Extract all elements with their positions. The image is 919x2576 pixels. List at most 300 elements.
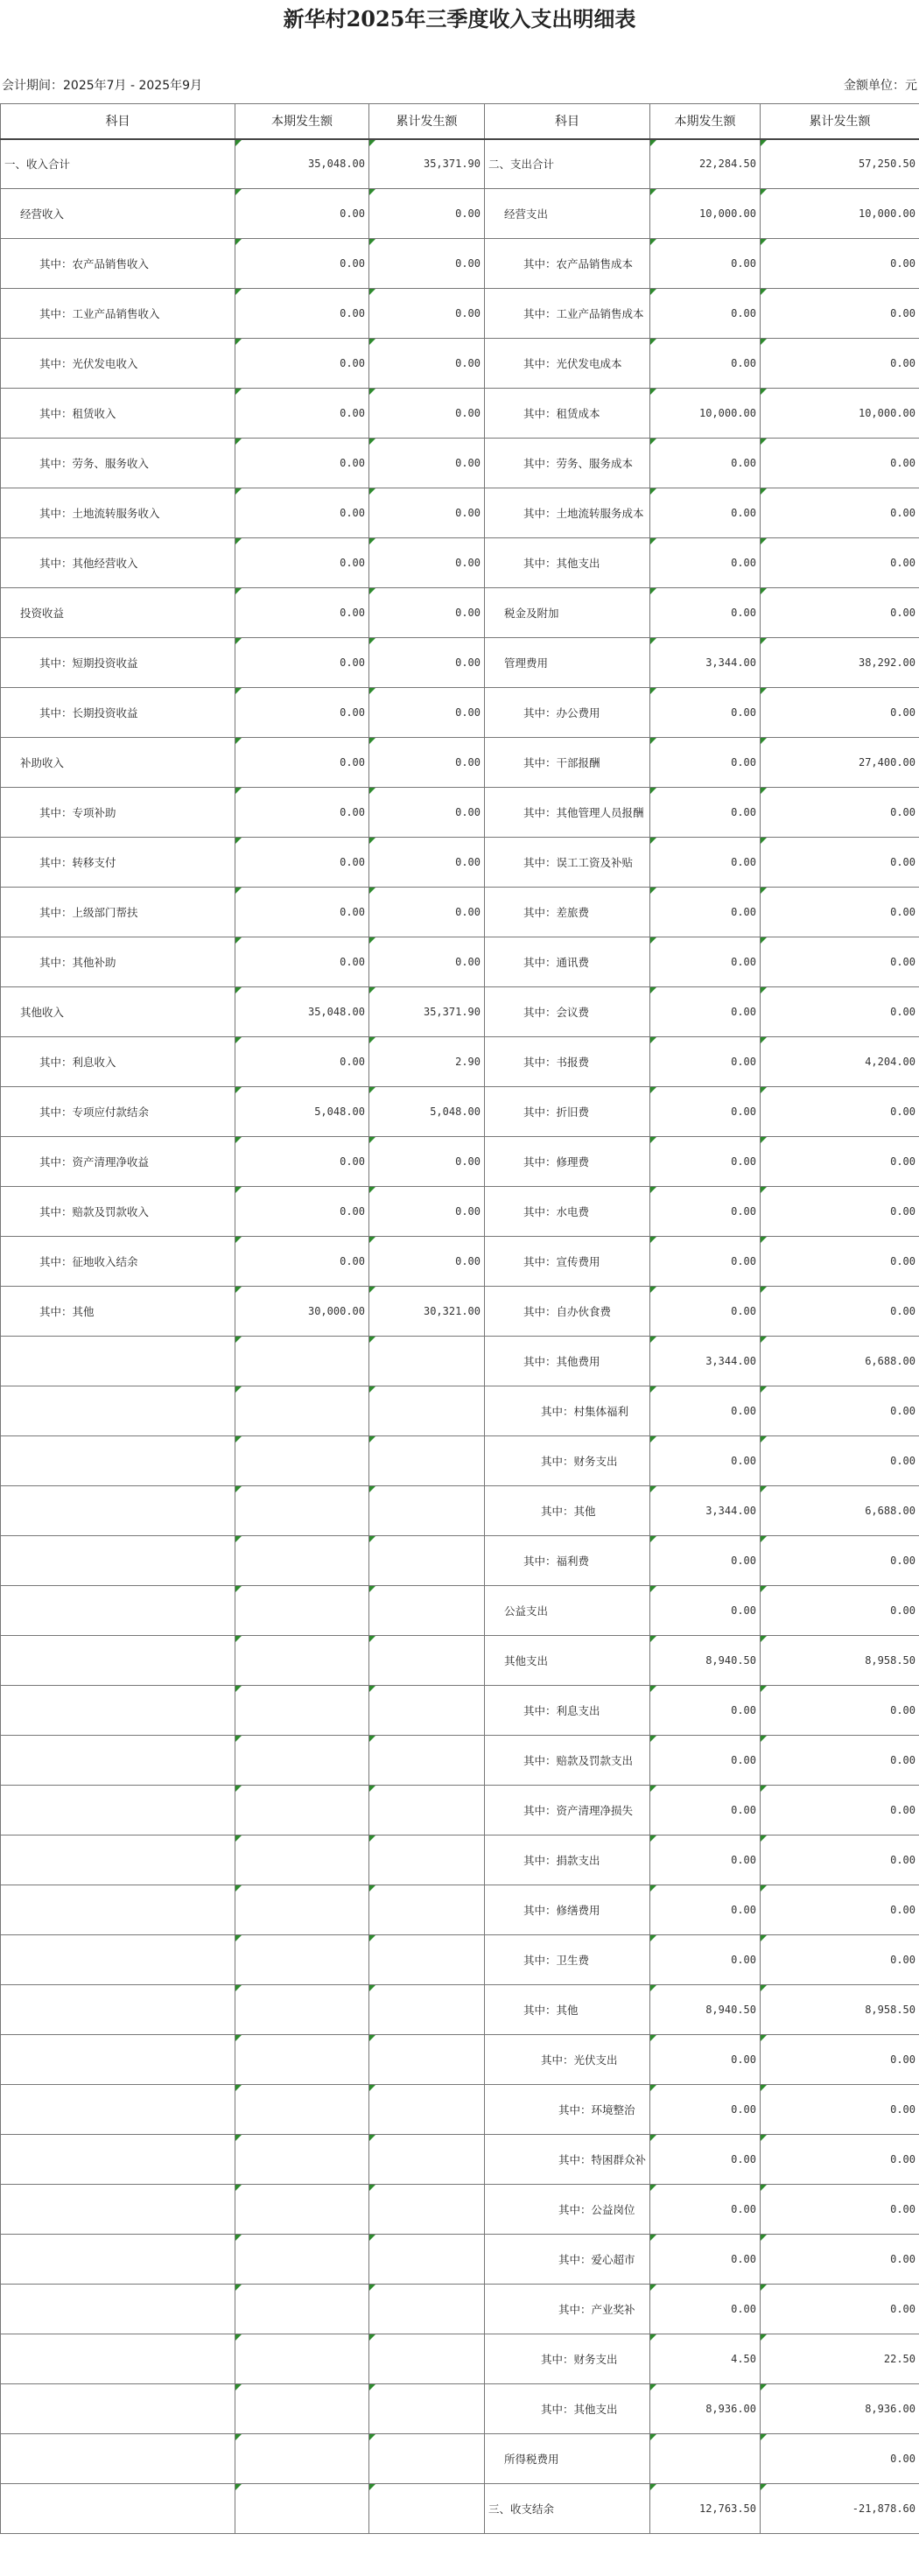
expense-cumulative-amount-cell: 0.00 xyxy=(761,688,919,738)
expense-cumulative-amount-cell: 27,400.00 xyxy=(761,738,919,788)
table-row xyxy=(1,1137,919,1187)
expense-subject-cell: 其中：卫生费 xyxy=(485,1935,650,1985)
income-cumulative-amount-cell xyxy=(369,2434,485,2484)
income-cumulative-amount-cell xyxy=(369,1386,485,1436)
income-current-amount-cell xyxy=(235,1736,369,1786)
income-subject-cell: 其中：长期投资收益 xyxy=(1,688,235,738)
expense-current-amount-cell: 8,936.00 xyxy=(650,2384,761,2434)
income-current-amount-cell: 0.00 xyxy=(235,189,369,239)
income-cumulative-amount-cell: 0.00 xyxy=(369,788,485,838)
expense-cumulative-amount-cell: 0.00 xyxy=(761,538,919,588)
income-cumulative-amount-cell: 0.00 xyxy=(369,738,485,788)
income-subject-cell: 其他收入 xyxy=(1,987,235,1037)
income-subject-cell: 一、收入合计 xyxy=(1,139,235,189)
table-row xyxy=(1,888,919,937)
expense-cumulative-amount-cell: 0.00 xyxy=(761,888,919,937)
table-row xyxy=(1,2384,919,2434)
expense-cumulative-amount-cell: 0.00 xyxy=(761,1087,919,1137)
table-row xyxy=(1,1037,919,1087)
expense-current-amount-cell: 8,940.50 xyxy=(650,1636,761,1686)
expense-cumulative-amount-cell: 38,292.00 xyxy=(761,638,919,688)
income-cumulative-amount-cell xyxy=(369,2484,485,2534)
income-subject-cell xyxy=(1,1636,235,1686)
expense-cumulative-amount-cell: 0.00 xyxy=(761,1835,919,1885)
expense-subject-cell: 其中：光伏支出 xyxy=(485,2035,650,2085)
expense-subject-cell: 税金及附加 xyxy=(485,588,650,638)
table-row xyxy=(1,2285,919,2334)
income-cumulative-amount-cell xyxy=(369,1985,485,2035)
expense-current-amount-cell: 10,000.00 xyxy=(650,389,761,439)
income-current-amount-cell: 0.00 xyxy=(235,788,369,838)
expense-cumulative-amount-cell: 0.00 xyxy=(761,1536,919,1586)
expense-subject-cell: 其中：办公费用 xyxy=(485,688,650,738)
expense-current-amount-cell: 3,344.00 xyxy=(650,1337,761,1386)
income-subject-cell: 投资收益 xyxy=(1,588,235,638)
income-subject-cell: 其中：资产清理净收益 xyxy=(1,1137,235,1187)
income-cumulative-amount-cell xyxy=(369,2185,485,2235)
income-current-amount-cell xyxy=(235,2434,369,2484)
income-cumulative-amount-cell xyxy=(369,1486,485,1536)
expense-current-amount-cell xyxy=(650,2434,761,2484)
income-current-amount-cell: 0.00 xyxy=(235,838,369,888)
accounting-period: 会计期间：2025年7月 - 2025年9月 xyxy=(2,79,203,93)
expense-current-amount-cell: 0.00 xyxy=(650,1786,761,1835)
col-header-income-subject: 科目 xyxy=(1,104,235,139)
expense-subject-cell: 其中：福利费 xyxy=(485,1536,650,1586)
expense-subject-cell: 其中：租赁成本 xyxy=(485,389,650,439)
income-current-amount-cell xyxy=(235,2484,369,2534)
income-current-amount-cell: 0.00 xyxy=(235,738,369,788)
expense-subject-cell: 其中：自办伙食费 xyxy=(485,1287,650,1337)
table-row xyxy=(1,2484,919,2534)
income-current-amount-cell: 35,048.00 xyxy=(235,139,369,189)
expense-cumulative-amount-cell: 0.00 xyxy=(761,1736,919,1786)
income-current-amount-cell: 0.00 xyxy=(235,937,369,987)
income-cumulative-amount-cell xyxy=(369,2085,485,2135)
table-row xyxy=(1,1636,919,1686)
expense-subject-cell: 其中：修理费 xyxy=(485,1137,650,1187)
income-subject-cell xyxy=(1,2035,235,2085)
income-subject-cell: 其中：其他经营收入 xyxy=(1,538,235,588)
income-current-amount-cell: 0.00 xyxy=(235,439,369,488)
income-subject-cell xyxy=(1,2384,235,2434)
header-row xyxy=(1,104,919,139)
income-current-amount-cell: 35,048.00 xyxy=(235,987,369,1037)
income-cumulative-amount-cell: 35,371.90 xyxy=(369,987,485,1037)
table-row xyxy=(1,2035,919,2085)
income-current-amount-cell xyxy=(235,2285,369,2334)
expense-cumulative-amount-cell: 6,688.00 xyxy=(761,1337,919,1386)
income-cumulative-amount-cell: 0.00 xyxy=(369,1187,485,1237)
table-row xyxy=(1,2085,919,2135)
income-cumulative-amount-cell: 0.00 xyxy=(369,439,485,488)
expense-subject-cell: 其中：赔款及罚款支出 xyxy=(485,1736,650,1786)
expense-current-amount-cell: 0.00 xyxy=(650,1087,761,1137)
table-row xyxy=(1,139,919,189)
table-row xyxy=(1,788,919,838)
income-current-amount-cell xyxy=(235,1885,369,1935)
expense-cumulative-amount-cell: 0.00 xyxy=(761,439,919,488)
expense-subject-cell: 其中：通讯费 xyxy=(485,937,650,987)
expense-cumulative-amount-cell: 57,250.50 xyxy=(761,139,919,189)
income-cumulative-amount-cell: 0.00 xyxy=(369,239,485,289)
expense-current-amount-cell: 0.00 xyxy=(650,1137,761,1187)
expense-cumulative-amount-cell: -21,878.60 xyxy=(761,2484,919,2534)
table-row xyxy=(1,1337,919,1386)
expense-current-amount-cell: 0.00 xyxy=(650,1686,761,1736)
expense-subject-cell: 其中：折旧费 xyxy=(485,1087,650,1137)
income-subject-cell xyxy=(1,1985,235,2035)
income-cumulative-amount-cell: 2.90 xyxy=(369,1037,485,1087)
table-header xyxy=(1,104,919,139)
income-cumulative-amount-cell: 0.00 xyxy=(369,1137,485,1187)
income-subject-cell xyxy=(1,1736,235,1786)
expense-current-amount-cell: 0.00 xyxy=(650,1287,761,1337)
income-cumulative-amount-cell: 5,048.00 xyxy=(369,1087,485,1137)
income-subject-cell xyxy=(1,2484,235,2534)
expense-current-amount-cell: 0.00 xyxy=(650,1237,761,1287)
income-subject-cell: 其中：上级部门帮扶 xyxy=(1,888,235,937)
income-current-amount-cell xyxy=(235,1536,369,1586)
income-current-amount-cell xyxy=(235,1586,369,1636)
expense-current-amount-cell: 0.00 xyxy=(650,1037,761,1087)
income-cumulative-amount-cell: 0.00 xyxy=(369,538,485,588)
table-row xyxy=(1,1586,919,1636)
expense-current-amount-cell: 0.00 xyxy=(650,1386,761,1436)
table-row xyxy=(1,1386,919,1436)
table-row xyxy=(1,538,919,588)
income-current-amount-cell xyxy=(235,2035,369,2085)
expense-current-amount-cell: 8,940.50 xyxy=(650,1985,761,2035)
expense-cumulative-amount-cell: 0.00 xyxy=(761,239,919,289)
expense-subject-cell: 其中：环境整治 xyxy=(485,2085,650,2135)
income-cumulative-amount-cell: 0.00 xyxy=(369,588,485,638)
expense-cumulative-amount-cell: 0.00 xyxy=(761,2135,919,2185)
income-subject-cell xyxy=(1,2334,235,2384)
income-current-amount-cell: 0.00 xyxy=(235,588,369,638)
income-current-amount-cell xyxy=(235,1386,369,1436)
income-subject-cell: 其中：其他补助 xyxy=(1,937,235,987)
expense-cumulative-amount-cell: 0.00 xyxy=(761,2285,919,2334)
income-current-amount-cell xyxy=(235,2135,369,2185)
expense-subject-cell: 其中：其他费用 xyxy=(485,1337,650,1386)
col-header-expense-current: 本期发生额 xyxy=(650,104,761,139)
income-cumulative-amount-cell xyxy=(369,2334,485,2384)
expense-subject-cell: 其中：公益岗位 xyxy=(485,2185,650,2235)
expense-subject-cell: 其他支出 xyxy=(485,1636,650,1686)
income-cumulative-amount-cell: 30,321.00 xyxy=(369,1287,485,1337)
income-current-amount-cell xyxy=(235,1486,369,1536)
income-subject-cell xyxy=(1,2185,235,2235)
expense-current-amount-cell: 0.00 xyxy=(650,1436,761,1486)
income-subject-cell: 其中：赔款及罚款收入 xyxy=(1,1187,235,1237)
expense-subject-cell: 其中：工业产品销售成本 xyxy=(485,289,650,339)
income-current-amount-cell: 5,048.00 xyxy=(235,1087,369,1137)
expense-current-amount-cell: 22,284.50 xyxy=(650,139,761,189)
expense-current-amount-cell: 0.00 xyxy=(650,987,761,1037)
income-cumulative-amount-cell xyxy=(369,2035,485,2085)
income-subject-cell: 其中：短期投资收益 xyxy=(1,638,235,688)
income-current-amount-cell xyxy=(235,1935,369,1985)
income-cumulative-amount-cell: 0.00 xyxy=(369,289,485,339)
expense-current-amount-cell: 0.00 xyxy=(650,339,761,389)
income-subject-cell: 补助收入 xyxy=(1,738,235,788)
income-cumulative-amount-cell xyxy=(369,2135,485,2185)
expense-cumulative-amount-cell: 0.00 xyxy=(761,1686,919,1736)
income-subject-cell: 其中：农产品销售收入 xyxy=(1,239,235,289)
expense-current-amount-cell: 0.00 xyxy=(650,239,761,289)
table-row xyxy=(1,488,919,538)
expense-cumulative-amount-cell: 8,958.50 xyxy=(761,1636,919,1686)
expense-subject-cell: 其中：其他 xyxy=(485,1985,650,2035)
income-cumulative-amount-cell xyxy=(369,1736,485,1786)
expense-cumulative-amount-cell: 0.00 xyxy=(761,488,919,538)
income-subject-cell: 其中：其他 xyxy=(1,1287,235,1337)
expense-current-amount-cell: 0.00 xyxy=(650,488,761,538)
table-row xyxy=(1,1237,919,1287)
income-cumulative-amount-cell: 0.00 xyxy=(369,189,485,239)
expense-current-amount-cell: 0.00 xyxy=(650,2185,761,2235)
income-subject-cell xyxy=(1,2285,235,2334)
income-current-amount-cell xyxy=(235,1686,369,1736)
income-current-amount-cell xyxy=(235,1985,369,2035)
col-header-income-current: 本期发生额 xyxy=(235,104,369,139)
expense-cumulative-amount-cell: 0.00 xyxy=(761,1386,919,1436)
expense-current-amount-cell: 0.00 xyxy=(650,1935,761,1985)
expense-cumulative-amount-cell: 0.00 xyxy=(761,2185,919,2235)
income-cumulative-amount-cell xyxy=(369,1786,485,1835)
expense-subject-cell: 其中：产业奖补 xyxy=(485,2285,650,2334)
income-subject-cell: 其中：劳务、服务收入 xyxy=(1,439,235,488)
income-subject-cell xyxy=(1,1486,235,1536)
expense-subject-cell: 其中：利息支出 xyxy=(485,1686,650,1736)
table-row xyxy=(1,1486,919,1536)
income-subject-cell: 其中：转移支付 xyxy=(1,838,235,888)
income-cumulative-amount-cell xyxy=(369,1436,485,1486)
expense-current-amount-cell: 0.00 xyxy=(650,1885,761,1935)
expense-subject-cell: 其中：修缮费用 xyxy=(485,1885,650,1935)
table-row xyxy=(1,1087,919,1137)
income-cumulative-amount-cell: 0.00 xyxy=(369,688,485,738)
income-expense-table xyxy=(0,103,919,2534)
income-cumulative-amount-cell: 0.00 xyxy=(369,339,485,389)
expense-subject-cell: 其中：资产清理净损失 xyxy=(485,1786,650,1835)
expense-subject-cell: 其中：其他管理人员报酬 xyxy=(485,788,650,838)
expense-current-amount-cell: 0.00 xyxy=(650,2285,761,2334)
expense-subject-cell: 其中：其他支出 xyxy=(485,2384,650,2434)
expense-cumulative-amount-cell: 0.00 xyxy=(761,1885,919,1935)
expense-cumulative-amount-cell: 0.00 xyxy=(761,1586,919,1636)
table-row xyxy=(1,2235,919,2285)
expense-current-amount-cell: 0.00 xyxy=(650,738,761,788)
expense-current-amount-cell: 10,000.00 xyxy=(650,189,761,239)
income-cumulative-amount-cell xyxy=(369,1536,485,1586)
income-current-amount-cell: 0.00 xyxy=(235,538,369,588)
table-row xyxy=(1,339,919,389)
income-subject-cell xyxy=(1,2434,235,2484)
expense-current-amount-cell: 0.00 xyxy=(650,838,761,888)
income-subject-cell xyxy=(1,1686,235,1736)
expense-current-amount-cell: 0.00 xyxy=(650,688,761,738)
income-subject-cell xyxy=(1,2235,235,2285)
income-current-amount-cell: 0.00 xyxy=(235,488,369,538)
expense-cumulative-amount-cell: 0.00 xyxy=(761,289,919,339)
expense-current-amount-cell: 12,763.50 xyxy=(650,2484,761,2534)
expense-subject-cell: 其中：其他 xyxy=(485,1486,650,1536)
expense-subject-cell: 其中：会议费 xyxy=(485,987,650,1037)
expense-subject-cell: 其中：其他支出 xyxy=(485,538,650,588)
expense-cumulative-amount-cell: 0.00 xyxy=(761,2235,919,2285)
expense-cumulative-amount-cell: 10,000.00 xyxy=(761,189,919,239)
report-title: 新华村2025年三季度收入支出明细表 xyxy=(283,6,636,32)
expense-current-amount-cell: 0.00 xyxy=(650,937,761,987)
income-current-amount-cell: 0.00 xyxy=(235,1237,369,1287)
income-cumulative-amount-cell xyxy=(369,2235,485,2285)
expense-current-amount-cell: 0.00 xyxy=(650,888,761,937)
income-current-amount-cell: 0.00 xyxy=(235,339,369,389)
expense-cumulative-amount-cell: 0.00 xyxy=(761,1187,919,1237)
income-subject-cell xyxy=(1,2135,235,2185)
expense-cumulative-amount-cell: 0.00 xyxy=(761,2434,919,2484)
income-current-amount-cell: 0.00 xyxy=(235,688,369,738)
table-row xyxy=(1,2334,919,2384)
income-current-amount-cell: 0.00 xyxy=(235,289,369,339)
income-current-amount-cell xyxy=(235,2334,369,2384)
expense-current-amount-cell: 0.00 xyxy=(650,1736,761,1786)
col-header-expense-cumulative: 累计发生额 xyxy=(761,104,919,139)
income-cumulative-amount-cell: 0.00 xyxy=(369,888,485,937)
table-row xyxy=(1,2434,919,2484)
table-row xyxy=(1,1686,919,1736)
report-meta xyxy=(0,75,919,96)
income-cumulative-amount-cell: 0.00 xyxy=(369,389,485,439)
income-cumulative-amount-cell xyxy=(369,1337,485,1386)
income-subject-cell xyxy=(1,1436,235,1486)
expense-cumulative-amount-cell: 4,204.00 xyxy=(761,1037,919,1087)
table-row xyxy=(1,239,919,289)
col-header-income-cumulative: 累计发生额 xyxy=(369,104,485,139)
income-current-amount-cell: 0.00 xyxy=(235,239,369,289)
income-subject-cell: 其中：利息收入 xyxy=(1,1037,235,1087)
income-cumulative-amount-cell xyxy=(369,1686,485,1736)
table-row xyxy=(1,1835,919,1885)
expense-subject-cell: 其中：财务支出 xyxy=(485,1436,650,1486)
table-row xyxy=(1,1935,919,1985)
expense-cumulative-amount-cell: 0.00 xyxy=(761,1287,919,1337)
income-cumulative-amount-cell xyxy=(369,2384,485,2434)
expense-cumulative-amount-cell: 0.00 xyxy=(761,987,919,1037)
income-subject-cell: 其中：光伏发电收入 xyxy=(1,339,235,389)
table-row xyxy=(1,1736,919,1786)
income-current-amount-cell: 0.00 xyxy=(235,638,369,688)
table-body xyxy=(1,139,919,2534)
currency-unit: 金额单位：元 xyxy=(844,79,917,93)
expense-cumulative-amount-cell: 22.50 xyxy=(761,2334,919,2384)
expense-current-amount-cell: 4.50 xyxy=(650,2334,761,2384)
expense-subject-cell: 二、支出合计 xyxy=(485,139,650,189)
income-current-amount-cell: 0.00 xyxy=(235,1137,369,1187)
expense-cumulative-amount-cell: 0.00 xyxy=(761,838,919,888)
expense-cumulative-amount-cell: 0.00 xyxy=(761,1436,919,1486)
income-subject-cell xyxy=(1,1835,235,1885)
income-cumulative-amount-cell xyxy=(369,1885,485,1935)
income-current-amount-cell xyxy=(235,2384,369,2434)
income-current-amount-cell xyxy=(235,2085,369,2135)
income-cumulative-amount-cell: 35,371.90 xyxy=(369,139,485,189)
table-row xyxy=(1,1187,919,1237)
expense-cumulative-amount-cell: 0.00 xyxy=(761,2085,919,2135)
income-subject-cell xyxy=(1,1786,235,1835)
expense-subject-cell: 其中：特困群众补 xyxy=(485,2135,650,2185)
income-current-amount-cell xyxy=(235,2185,369,2235)
table-row xyxy=(1,1786,919,1835)
expense-current-amount-cell: 0.00 xyxy=(650,2035,761,2085)
expense-subject-cell: 其中：书报费 xyxy=(485,1037,650,1087)
expense-current-amount-cell: 0.00 xyxy=(650,2135,761,2185)
col-header-expense-subject: 科目 xyxy=(485,104,650,139)
income-cumulative-amount-cell xyxy=(369,1636,485,1686)
income-current-amount-cell: 0.00 xyxy=(235,888,369,937)
income-subject-cell: 经营收入 xyxy=(1,189,235,239)
table-row xyxy=(1,638,919,688)
expense-current-amount-cell: 0.00 xyxy=(650,1536,761,1586)
income-subject-cell xyxy=(1,2085,235,2135)
expense-cumulative-amount-cell: 10,000.00 xyxy=(761,389,919,439)
income-subject-cell: 其中：工业产品销售收入 xyxy=(1,289,235,339)
income-current-amount-cell: 0.00 xyxy=(235,389,369,439)
income-cumulative-amount-cell xyxy=(369,1586,485,1636)
table-row xyxy=(1,937,919,987)
expense-subject-cell: 其中：劳务、服务成本 xyxy=(485,439,650,488)
expense-current-amount-cell: 0.00 xyxy=(650,588,761,638)
expense-subject-cell: 其中：差旅费 xyxy=(485,888,650,937)
expense-current-amount-cell: 0.00 xyxy=(650,2235,761,2285)
table-row xyxy=(1,1436,919,1486)
income-subject-cell: 其中：专项应付款结余 xyxy=(1,1087,235,1137)
expense-subject-cell: 其中：光伏发电成本 xyxy=(485,339,650,389)
income-current-amount-cell xyxy=(235,1337,369,1386)
income-current-amount-cell xyxy=(235,1436,369,1486)
income-current-amount-cell xyxy=(235,1636,369,1686)
income-current-amount-cell xyxy=(235,2235,369,2285)
income-subject-cell xyxy=(1,1536,235,1586)
expense-cumulative-amount-cell: 8,936.00 xyxy=(761,2384,919,2434)
income-subject-cell: 其中：征地收入结余 xyxy=(1,1237,235,1287)
expense-cumulative-amount-cell: 0.00 xyxy=(761,1935,919,1985)
expense-current-amount-cell: 0.00 xyxy=(650,289,761,339)
income-current-amount-cell xyxy=(235,1835,369,1885)
expense-subject-cell: 其中：水电费 xyxy=(485,1187,650,1237)
expense-subject-cell: 公益支出 xyxy=(485,1586,650,1636)
income-subject-cell: 其中：土地流转服务收入 xyxy=(1,488,235,538)
expense-subject-cell: 其中：干部报酬 xyxy=(485,738,650,788)
expense-current-amount-cell: 0.00 xyxy=(650,2085,761,2135)
table-row xyxy=(1,987,919,1037)
expense-subject-cell: 所得税费用 xyxy=(485,2434,650,2484)
expense-subject-cell: 其中：误工工资及补贴 xyxy=(485,838,650,888)
income-subject-cell xyxy=(1,1935,235,1985)
income-current-amount-cell: 30,000.00 xyxy=(235,1287,369,1337)
income-cumulative-amount-cell xyxy=(369,1935,485,1985)
income-subject-cell xyxy=(1,1586,235,1636)
income-cumulative-amount-cell: 0.00 xyxy=(369,838,485,888)
expense-subject-cell: 管理费用 xyxy=(485,638,650,688)
table-row xyxy=(1,2185,919,2235)
expense-current-amount-cell: 0.00 xyxy=(650,788,761,838)
table-row xyxy=(1,1536,919,1586)
income-cumulative-amount-cell: 0.00 xyxy=(369,638,485,688)
income-subject-cell xyxy=(1,1386,235,1436)
